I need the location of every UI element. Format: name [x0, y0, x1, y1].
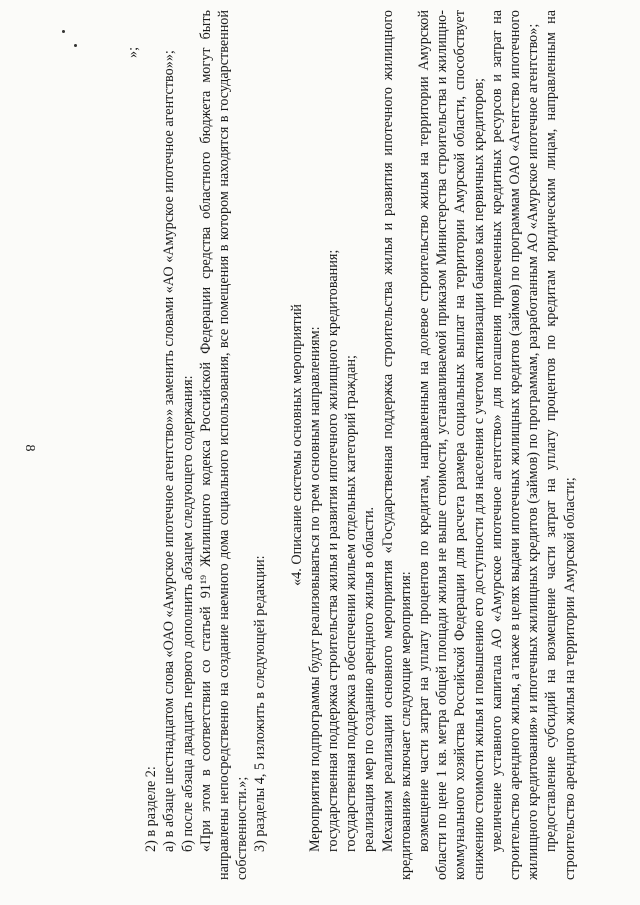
scan-speck [74, 44, 77, 47]
scan-speck [62, 30, 65, 33]
paragraph-interest-compensation: возмещение части затрат на уплату процентов по кредитам, направленным на долевое строительство жилья на территории Амурской области по цене 1 кв. метра общей площади жилья не выше стоимости, устанавливаемой приказом Министерства строительства и жилищно-коммунального хозяйства Российской Федерации для расчета размера социальных выплат на территории Амурской области, способствует снижению стоимости жилья и повышению его доступности для населения с учетом активизации банков как первичных кредиторов; [416, 10, 487, 880]
paragraph-capital-increase: увеличение уставного капитала АО «Амурское ипотечное агентство» для погашения привлеченных кредитных ресурсов и затрат на строительство арендного жилья, а также в целях выдачи ипотечных жилищных кредитов (займов) по программам ОАО «Агентство ипотечного жилищного кредитования» и ипотечных жилищных кредитов (займов) по программам, разработанным АО «Амурское ипотечное агентство»; [488, 10, 542, 880]
paragraph-directions-intro: Мероприятия подпрограммы будут реализовываться по трем основным направлениям: [306, 326, 323, 852]
document-body [124, 10, 579, 880]
paragraph-amendment-a: а) в абзаце шестнадцатом слова «ОАО «Амурское ипотечное агентство»» заменить словами «АО «Амурское ипотечное агентство»»; [161, 50, 178, 852]
page-number: 8 [22, 444, 37, 452]
list-item-direction-1: государственная поддержка строительства жилья и развития ипотечного жилищного кредитования; [325, 249, 342, 852]
list-item-direction-3: реализация мер по созданию арендного жилья в области. [361, 506, 378, 852]
paragraph-amendment-3: 3) разделы 4, 5 изложить в следующей редакции: [252, 555, 269, 852]
paragraph-section-2: 2) в разделе 2: [143, 766, 160, 852]
paragraph-subsidies: предоставление субсидий на возмещение части затрат на уплату процентов по кредитам юридическим лицам, направленным на строительство арендного жилья на территории Амурской области; [543, 10, 578, 880]
list-item-direction-2: государственная поддержка в обеспечении жильем отдельных категорий граждан; [343, 355, 360, 852]
paragraph-quoted-insert: «При этом в соответствии со статьей 91¹⁹ Жилищного кодекса Российской Федерации средства областного бюджета могут быть направлены непосредственно на создание наемного дома социального использования, все помещения в котором находятся в государственной собственности.»; [197, 10, 251, 880]
paragraph-amendment-b: б) после абзаца двадцать первого дополнить абзацем следующего содержания: [179, 375, 196, 852]
paragraph-mechanism: Механизм реализации основного мероприятия «Государственная поддержка строительства жилья и развития ипотечного жилищного кредитования» включает следующие мероприятия: [379, 10, 414, 880]
quote-closing: »; [125, 46, 141, 58]
section-4-heading: «4. Описание системы основных мероприятий [288, 304, 305, 586]
